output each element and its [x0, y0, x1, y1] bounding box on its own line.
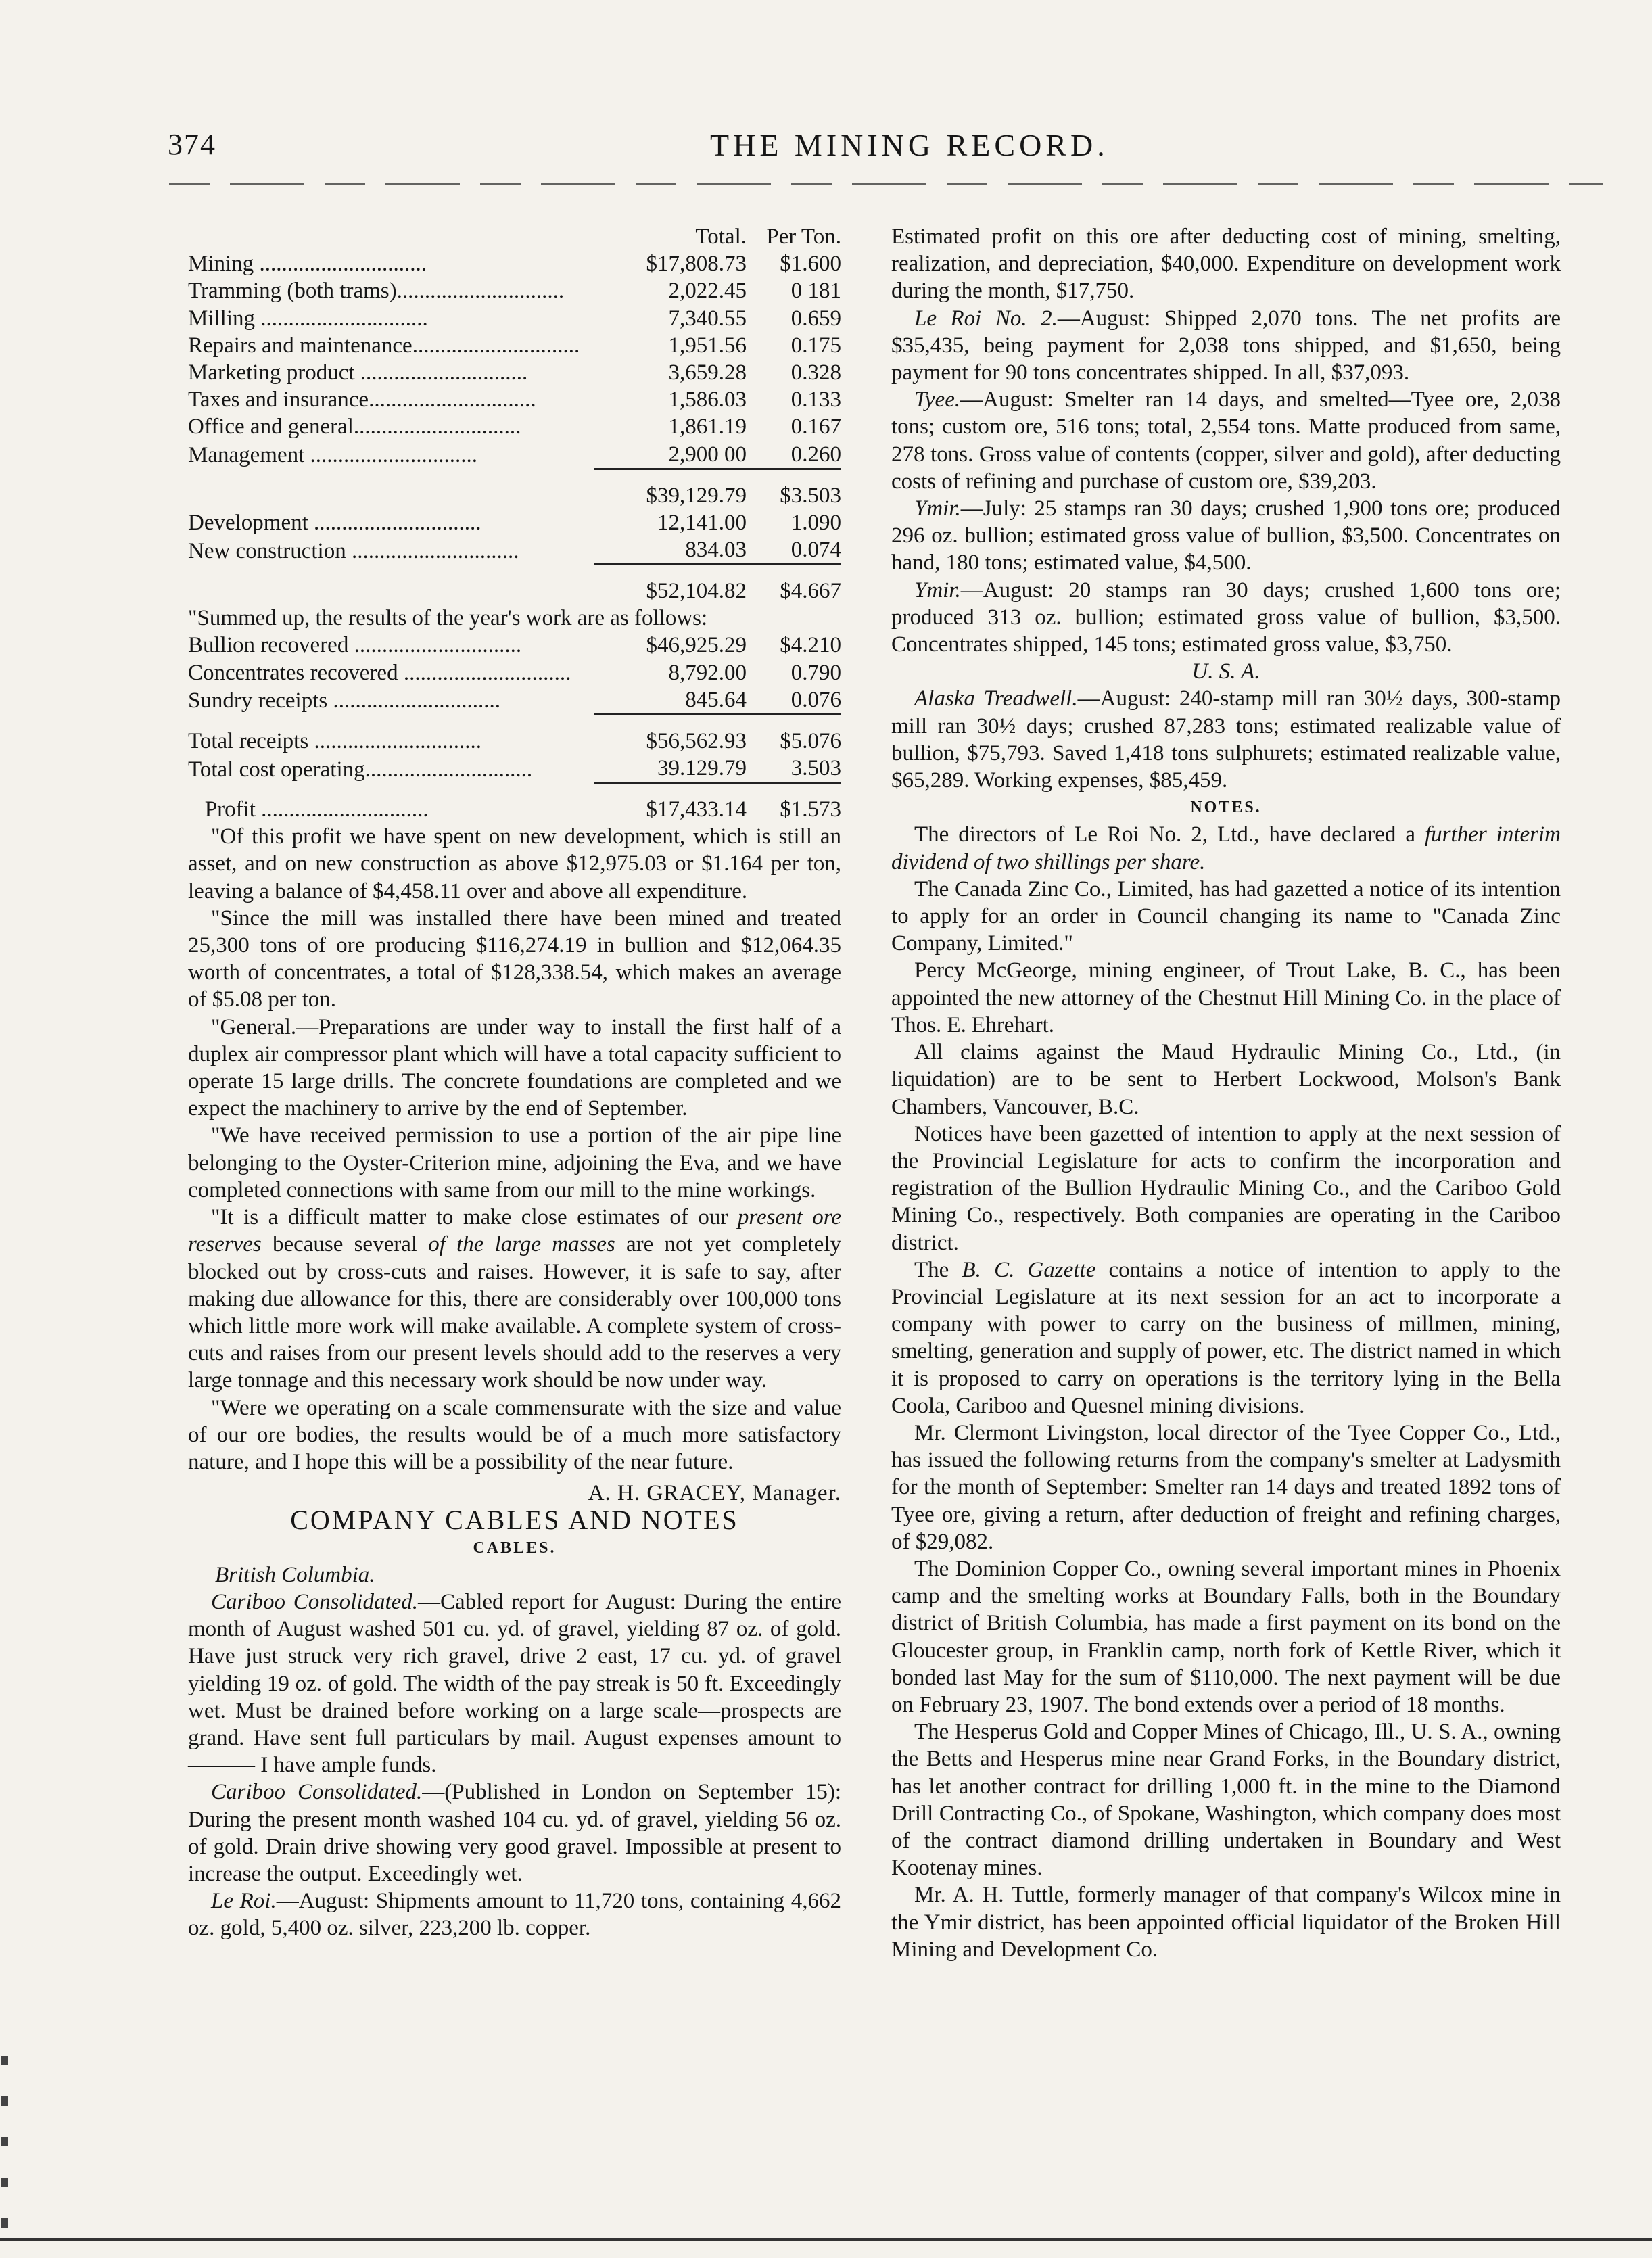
cables-title: CABLES.	[473, 1538, 557, 1557]
row-label: Office and general..............................	[188, 415, 521, 440]
row-label: Milling ..............................	[188, 306, 428, 331]
table-row	[188, 250, 841, 277]
row-total: 1,951.56	[668, 333, 747, 358]
row-total: 7,340.55	[668, 306, 747, 331]
row-label: Marketing product ..............................	[188, 360, 528, 385]
row-per: 0.328	[790, 360, 841, 385]
row-total: 12,141.00	[657, 510, 747, 535]
row-label: Total cost operating..............................	[188, 757, 533, 782]
row-label: Taxes and insurance..............................	[188, 387, 536, 413]
left-column	[188, 223, 841, 1942]
row-label: Total receipts ..............................	[188, 728, 481, 753]
paragraph: "Of this profit we have spent on new development, which is still an asset, and on new construction as above $12,975.03 or $1.164 per ton, leaving a balance of $4,458.11 over and above all expenditure.	[188, 824, 841, 903]
scan-edge-marks	[1, 2056, 8, 2232]
row-per: 0.167	[790, 415, 841, 440]
subtotal-total: $52,104.82	[594, 565, 747, 605]
row-per: 0.175	[790, 333, 841, 358]
table-row	[188, 277, 841, 304]
row-per: $4.210	[780, 633, 841, 658]
row-label: Management ..............................	[188, 443, 478, 468]
cable-item: Le Roi No. 2.—August: Shipped 2,070 tons. The net profits are $35,435, being payment for 2,038 tons shipped, and $1,650, being payment for 90 tons concentrates shipped. In all, $37,093.	[891, 306, 1561, 385]
cable-item: Tyee.—August: Smelter ran 14 days, and smelted—Tyee ore, 2,038 tons; custom ore, 516 tons; total, 2,554 tons. Matte produced from same, 278 tons. Gross value of contents (copper, silver and gold), after deducting costs of refining and purchase of custom ore, $39,203.	[891, 387, 1561, 494]
note-item: Mr. A. H. Tuttle, formerly manager of that company's Wilcox mine in the Ymir district, has been appointed official liquidator of the Broken Hill Mining and Development Co.	[891, 1883, 1561, 1962]
cost-table-header	[188, 223, 841, 250]
row-per: 0.074	[790, 538, 841, 563]
note-item: The Hesperus Gold and Copper Mines of Chicago, Ill., U. S. A., owning the Betts and Hesperus mine near Grand Forks, in the Boundary district, has let another contract for drilling 1,000 ft. in the mine to the Diamond Drill Contracting Co., of Spokane, Washington, which company does most of the contract diamond drilling undertaken in Boundary and West Kootenay mines.	[891, 1720, 1561, 1881]
note-item: The B. C. Gazette contains a notice of intention to apply to the Provincial Legislature at its next session for an act to incorporate a company with power to carry on the business of millmen, mining, smelting, generation and supply of power, etc. The district named in which it is proposed to carry on operations is the territory lying in the Bella Coola, Cariboo and Quesnel mining divisions.	[891, 1257, 1561, 1418]
row-total: 1,586.03	[668, 387, 747, 413]
note-item: The Canada Zinc Co., Limited, has had gazetted a notice of its intention to apply for an order in Council changing its name to "Canada Zinc Company, Limited."	[891, 876, 1561, 956]
table-row	[188, 686, 841, 715]
reserves-paragraph: "It is a difficult matter to make close estimates of our present ore reserves because several of the large masses are not yet completely blocked out by cross-cuts and raises. However, it is safe to say, after making due allowance for this, there are considerably over 100,000 tons which little more work will make available. A complete system of cross-cuts and raises from our present levels should add to the reserves a very large tonnage and this necessary work should be now under way.	[188, 1205, 841, 1393]
note-item: Mr. Clermont Livingston, local director of the Tyee Copper Co., Ltd., has issued the following returns from the company's smelter at Ladysmith for the month of September: Smelter ran 14 days and treated 1892 tons of Tyee ore, giving a return, after deduction of freight and refining charges, of $29,082.	[891, 1420, 1561, 1554]
note-item: The directors of Le Roi No. 2, Ltd., have declared a further interim dividend of two shillings per share.	[891, 822, 1561, 874]
cable-item: Cariboo Consolidated.—(Published in London on September 15): During the present month washed 104 cu. yd. of gravel, yielding 56 oz. of gold. Drain drive showing very good gravel. Impossible at present to increase the output. Exceedingly wet.	[188, 1780, 842, 1886]
row-label: Repairs and maintenance..............................	[188, 333, 580, 358]
row-per: 3.503	[790, 756, 841, 781]
cable-item: Le Roi.—August: Shipments amount to 11,720 tons, containing 4,662 oz. gold, 5,400 oz. silver, 223,200 lb. copper.	[188, 1889, 841, 1941]
row-per: 0.133	[790, 387, 841, 413]
cable-item: Cariboo Consolidated.—Cabled report for August: During the entire month of August washed 501 cu. yd. of gravel, yielding 87 oz. of gold. Have just struck very rich gravel, drive 2 east, 17 cu. yd. of gravel yielding 19 oz. of gold. The width of the pay streak is 50 ft. Exceedingly wet. Must be drained before working on a large scale—prospects are grand. Have sent full particulars by mail. August expenses amount to ——— I have ample funds.	[188, 1589, 841, 1778]
summary-row	[188, 605, 841, 632]
table-row	[188, 413, 841, 440]
note-item: Percy McGeorge, mining engineer, of Trout Lake, B. C., has been appointed the new attorney of the Chestnut Hill Mining Co. in the place of Thos. E. Ehrehart.	[891, 958, 1561, 1037]
subtotal-total: $39,129.79	[594, 469, 747, 509]
paragraph: Estimated profit on this ore after deducting cost of mining, smelting, realization, and depreciation, $40,000. Expenditure on development work during the month, $17,750.	[891, 225, 1561, 304]
row-label: Development ..............................	[188, 510, 481, 535]
row-total: $17,808.73	[646, 252, 747, 277]
row-total: 834.03	[685, 538, 747, 563]
subtotal-row	[188, 565, 841, 605]
table-row	[188, 359, 841, 386]
header-rule	[169, 183, 1603, 185]
paragraph: "General.—Preparations are under way to install the first half of a duplex air compressor plant which will have a total capacity sufficient to operate 15 large drills. The concrete foundations are completed and we expect the machinery to arrive by the end of September.	[188, 1014, 841, 1121]
table-row	[188, 755, 841, 783]
table-row	[188, 659, 841, 686]
subtotal-per: $3.503	[747, 469, 841, 509]
col-total-header: Total.	[695, 225, 747, 249]
row-label: Bullion recovered ..............................	[188, 633, 522, 658]
row-per: 0.659	[790, 306, 841, 331]
page-title: THE MINING RECORD.	[710, 128, 1109, 162]
row-label: Concentrates recovered ..............................	[188, 660, 571, 685]
table-row	[188, 332, 841, 359]
row-per: 0.790	[790, 660, 841, 685]
page-number: 374	[168, 128, 216, 161]
table-row	[188, 715, 841, 755]
section-title: COMPANY CABLES AND NOTES	[290, 1505, 739, 1536]
row-total: 39.129.79	[657, 756, 747, 781]
note-item: Notices have been gazetted of intention to apply at the next session of the Provincial Legislature for acts to confirm the incorporation and registration of the Bullion Hydraulic Mining Co., and the Cariboo Gold Mining Co., respectively. Both companies are operating in the Cariboo district.	[891, 1121, 1561, 1255]
row-total: 845.64	[685, 687, 747, 712]
row-label: Tramming (both trams)..............................	[188, 279, 565, 304]
row-total: 8,792.00	[668, 660, 747, 685]
row-label: Sundry receipts ..............................	[188, 688, 500, 713]
subtotal-row	[188, 469, 841, 509]
right-column	[891, 223, 1561, 1963]
note-item: All claims against the Maud Hydraulic Mining Co., Ltd., (in liquidation) are to be sent to Herbert Lockwood, Molson's Bank Chambers, Vancouver, B.C.	[891, 1040, 1561, 1119]
note-item: The Dominion Copper Co., owning several important mines in Phoenix camp and the smelting works at Boundary Falls, both in the Boundary district of British Columbia, has made a first payment on its bond on the Gloucester group, in Franklin camp, north fork of Kettle River, which it bonded last May for the sum of $110,000. The next payment will be due on February 23, 1907. The bond extends over a period of 18 months.	[891, 1556, 1561, 1717]
row-total: 2,900 00	[668, 442, 747, 467]
bottom-rule	[0, 2238, 1652, 2241]
row-total: $46,925.29	[646, 633, 747, 658]
row-per: $1.573	[747, 783, 841, 824]
table-row	[188, 509, 841, 536]
row-label: New construction ..............................	[188, 538, 519, 563]
row-per: 0 181	[790, 279, 841, 304]
row-label: Profit ..............................	[204, 797, 429, 822]
summary-line: "Summed up, the results of the year's work are as follows:	[188, 606, 708, 631]
paragraph: "Were we operating on a scale commensurate with the size and value of our ore bodies, the results would be of a much more satisfactory nature, and I hope this will be a possibility of the near future.	[188, 1395, 841, 1474]
row-total: 2,022.45	[668, 279, 747, 304]
paragraph: "We have received permission to use a portion of the air pipe line belonging to the Oyster-Criterion mine, adjoining the Eva, and we have completed connections with same from our mill to the mine workings.	[188, 1123, 841, 1202]
region-usa: U. S. A.	[1191, 659, 1260, 684]
cable-item: Ymir.—August: 20 stamps ran 30 days; crushed 1,600 tons ore; produced 313 oz. bullion; estimated gross value of bullion, $3,500. Concentrates shipped, 145 tons; estimated gross value, $3,750.	[891, 578, 1561, 657]
row-total: $17,433.14	[594, 783, 747, 824]
signature: A. H. GRACEY, Manager.	[588, 1481, 841, 1506]
row-total: 1,861.19	[668, 415, 747, 440]
table-row	[188, 305, 841, 332]
region-british-columbia: British Columbia.	[215, 1562, 375, 1587]
row-per: $5.076	[747, 715, 841, 755]
cable-item: Ymir.—July: 25 stamps ran 30 days; crushed 1,900 tons ore; produced 296 oz. bullion; estimated gross value of bullion, $3,500. Concentrates on hand, 180 tons; estimated value, $4,500.	[891, 496, 1561, 575]
cable-item: Alaska Treadwell.—August: 240-stamp mill ran 30½ days, 300-stamp mill ran 30½ days; crushed 87,283 tons; estimated realizable value of bullion, $75,793. Saved 1,418 tons sulphurets; estimated realizable value, $65,289. Working expenses, $85,459.	[891, 686, 1561, 793]
col-per-ton-header: Per Ton.	[766, 225, 841, 249]
row-per: 1.090	[790, 510, 841, 535]
row-per: 0.076	[790, 687, 841, 712]
notes-title: NOTES.	[1190, 799, 1262, 817]
table-row	[188, 632, 841, 659]
subtotal-per: $4.667	[747, 565, 841, 605]
row-label: Mining ..............................	[188, 252, 427, 277]
cost-table	[188, 223, 841, 823]
row-total: $56,562.93	[594, 715, 747, 755]
row-per: $1.600	[780, 252, 841, 277]
paragraph: "Since the mill was installed there have been mined and treated 25,300 tons of ore producing $116,274.19 in bullion and $12,064.35 worth of concentrates, a total of $128,338.54, which makes an average of $5.08 per ton.	[188, 905, 841, 1012]
table-row	[188, 386, 841, 413]
table-row	[188, 536, 841, 565]
table-row	[188, 441, 841, 469]
profit-row	[188, 783, 841, 824]
row-per: 0.260	[790, 442, 841, 467]
row-total: 3,659.28	[668, 360, 747, 385]
